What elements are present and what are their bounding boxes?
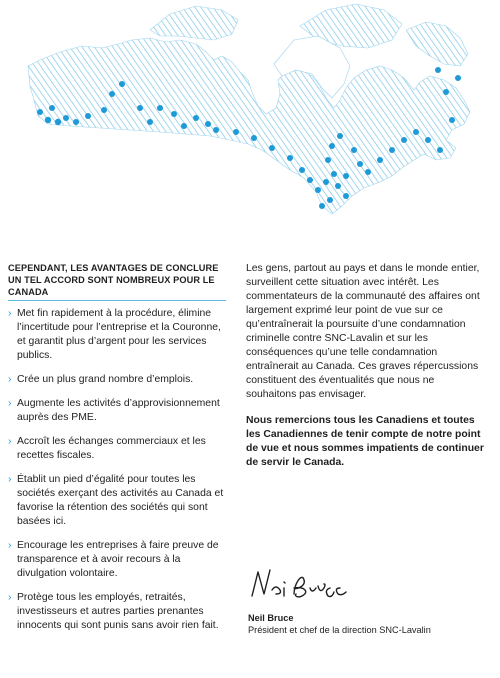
list-item: › Crée un plus grand nombre d’emplois.	[8, 374, 194, 385]
canada-map	[0, 0, 500, 230]
list-item: › Accroît les échanges commerciaux et les recettes fiscales.	[8, 436, 206, 461]
advantages-heading: CEPENDANT, LES AVANTAGES DE CONCLURE UN TEL ACCORD SONT NOMBREUX POUR LE CANADA	[8, 262, 226, 301]
statement-column	[246, 262, 486, 482]
chevron-right-icon: ›	[8, 436, 12, 447]
list-item: › Encourage les entreprises à faire preuve de transparence et à avoir recours à la divulgation volontaire.	[8, 540, 219, 579]
chevron-right-icon: ›	[8, 540, 12, 551]
signatory-name: Neil Bruce	[248, 613, 294, 623]
chevron-right-icon: ›	[8, 308, 12, 319]
baffin-island-shape	[406, 22, 468, 66]
chevron-right-icon: ›	[8, 398, 12, 409]
arctic-islands-shape	[150, 6, 238, 40]
list-item: › Établit un pied d’égalité pour toutes les sociétés exerçant des activités au Canada et favorise la rétention des sociétés qui sont basées ici.	[8, 474, 224, 527]
canada-map-graphic	[0, 0, 500, 230]
statement-paragraph: Les gens, partout au pays et dans le monde entier, surveillent cette situation avec intérêt. Les commentateurs de la communauté des affaires ont largement exprimé leur point de vue sur ce qu’entraînerait la poursuite d’une condamnation criminelle contre SNC-Lavalin et sur les conséquences qu’une telle condamnation entraînerait au Canada. Ces graves répercussions constituent des éventualités que nous ne souhaitons pas envisager.	[246, 263, 480, 400]
canada-mainland-shape	[28, 38, 470, 214]
list-item: › Augmente les activités d’approvisionnement auprès des PME.	[8, 398, 220, 423]
chevron-right-icon: ›	[8, 374, 12, 385]
advantages-list	[8, 307, 226, 633]
signatory-title: Président et chef de la direction SNC-Lavalin	[248, 625, 431, 635]
chevron-right-icon: ›	[8, 474, 12, 485]
advantages-column	[8, 262, 226, 643]
thank-you-paragraph: Nous remercions tous les Canadiens et toutes les Canadiennes de tenir compte de notre point de vue et nous sommes impatients de continuer de servir le Canada.	[246, 415, 484, 468]
handwritten-signature	[248, 566, 368, 606]
list-item: › Protège tous les employés, retraités, investisseurs et autres parties prenantes innocents qui sont punis sans avoir rien fait.	[8, 592, 219, 631]
chevron-right-icon: ›	[8, 592, 12, 603]
list-item: › Met fin rapidement à la procédure, élimine l’incertitude pour l’entreprise et la Couronne, et garantit plus d’argent pour les services publics.	[8, 308, 221, 361]
